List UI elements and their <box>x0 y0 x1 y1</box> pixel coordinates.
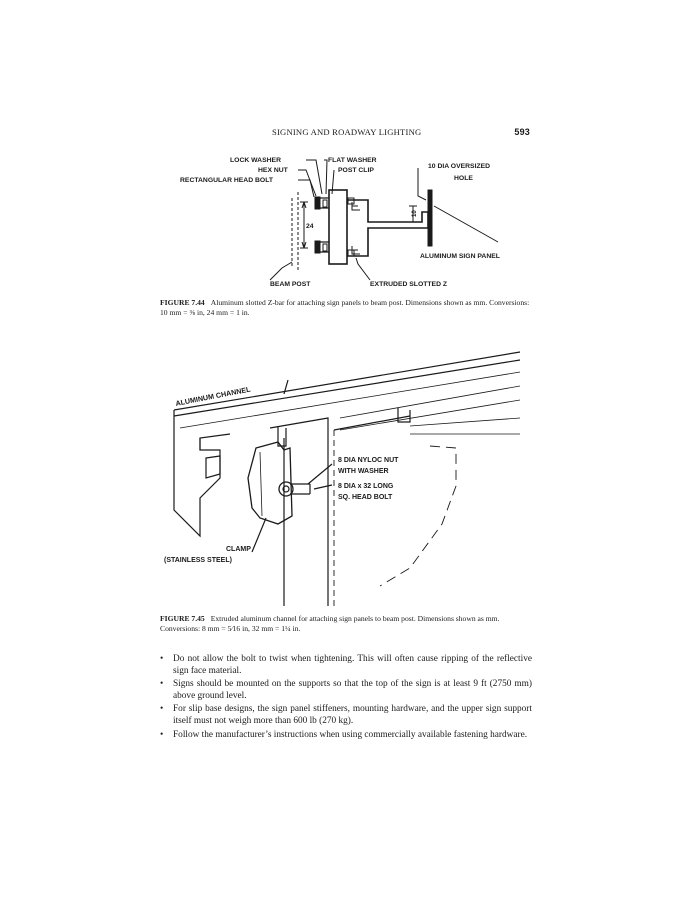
nyloc-nut-label-2: WITH WASHER <box>338 468 389 475</box>
post-clip-plate <box>329 190 347 264</box>
clamp-label-2: (STAINLESS STEEL) <box>164 557 232 564</box>
nyloc-nut-label-1: 8 DIA NYLOC NUT <box>338 457 399 464</box>
clamp <box>248 442 292 524</box>
figure-7-44-drawing <box>170 150 530 290</box>
post-clip-label: POST CLIP <box>338 167 374 174</box>
page-number: 593 <box>514 127 530 137</box>
beam-post-label: BEAM POST <box>270 281 311 288</box>
oversized-hole-label-1: 10 DIA OVERSIZED <box>428 163 491 170</box>
channel-front <box>174 410 230 536</box>
figure-7-45-caption <box>160 614 530 634</box>
figure-7-45-caption-text: Extruded aluminum channel for attaching sign panels to beam post. Dimensions shown as mm. Conversions: 8 mm = 5⁄16 in, 32 mm = 1¼ in. <box>160 614 500 633</box>
figure-7-44-caption <box>160 298 530 318</box>
flat-washer-label: FLAT WASHER <box>328 157 377 164</box>
bullet-text: For slip base designs, the sign panel stiffeners, mounting hardware, and the upper sign support itself must not weigh more than 600 lb (270 kg). <box>173 704 532 726</box>
figure-7-44-number: FIGURE 7.44 <box>160 298 205 307</box>
bullet-text: Signs should be mounted on the supports so that the top of the sign is at least 9 ft (2750 mm) above ground level. <box>173 679 532 701</box>
bolt-label-2: SQ. HEAD BOLT <box>338 494 393 501</box>
hex-nut-label: HEX NUT <box>258 167 288 174</box>
bullet-text: Follow the manufacturer’s instructions when using commercially available fastening hardware. <box>173 729 528 740</box>
slotted-z-label: EXTRUDED SLOTTED Z <box>370 281 448 288</box>
running-title: SIGNING AND ROADWAY LIGHTING <box>272 127 422 137</box>
bullet-text: Do not allow the bolt to twist when tightening. This will often cause ripping of the reflective sign face material. <box>173 654 532 676</box>
dimension-24-label: 24 <box>306 223 314 230</box>
guidance-bullet-list <box>160 654 532 743</box>
clamp-label-1: CLAMP <box>226 546 251 553</box>
oversized-hole-label-2: HOLE <box>454 175 473 182</box>
bullet-item: • Follow the manufacturer’s instructions when using commercially available fastening hardware. <box>160 729 528 740</box>
figure-7-45-number: FIGURE 7.45 <box>160 614 205 623</box>
bolt-label-1: 8 DIA x 32 LONG <box>338 483 394 490</box>
bullet-item: • For slip base designs, the sign panel stiffeners, mounting hardware, and the upper sign support itself must not weigh more than 600 lb (270 kg). <box>160 704 532 726</box>
channel-label: ALUMINUM CHANNEL <box>174 384 252 408</box>
slotted-z-bar <box>347 200 428 256</box>
figure-7-45-drawing <box>160 338 530 610</box>
bullet-item: • Do not allow the bolt to twist when tightening. This will often cause ripping of the reflective sign face material. <box>160 654 532 676</box>
dimension-10-label: 10 <box>412 210 418 217</box>
channel-top-edge <box>174 352 520 410</box>
sign-panel <box>428 190 432 246</box>
running-header <box>160 127 530 141</box>
lock-washer-label: LOCK WASHER <box>230 157 281 164</box>
figure-7-44-caption-text: Aluminum slotted Z-bar for attaching sign panels to beam post. Dimensions shown as mm. Conversions: 10 mm = ⅜ in, 24 mm = 1 in. <box>160 298 530 317</box>
rect-head-bolt-label: RECTANGULAR HEAD BOLT <box>180 177 274 184</box>
bullet-item: • Signs should be mounted on the supports so that the top of the sign is at least 9 ft (2750 mm) above ground level. <box>160 679 532 701</box>
sign-panel-label: ALUMINUM SIGN PANEL <box>420 253 500 260</box>
